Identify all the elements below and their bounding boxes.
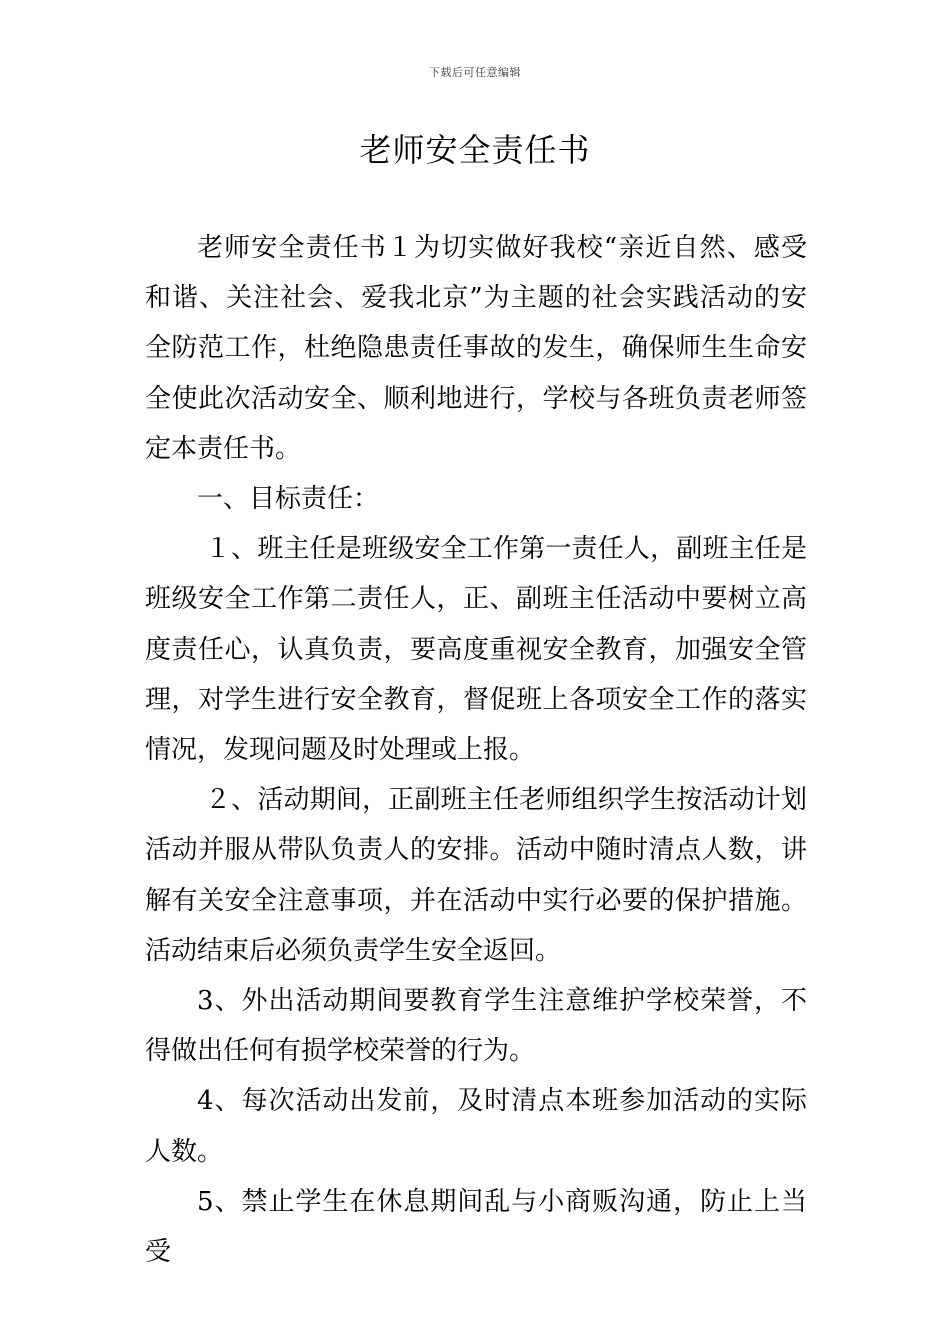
- paragraph-item-1: １、班主任是班级安全工作第一责任人，副班主任是班级安全工作第二责任人，正、副班主任活动中要树立高度责任心，认真负责，要高度重视安全教育，加强安全管理，对学生进行安全教育，督促班上各项安全工作的落实情况，发现问题及时处理或上报。: [145, 534, 807, 766]
- paragraph-item-3: 3、外出活动期间要教育学生注意维护学校荣誉，不得做出任何有损学校荣誉的行为。: [145, 986, 807, 1067]
- paragraph-item-4: 4、每次活动出发前，及时清点本班参加活动的实际人数。: [145, 1086, 807, 1167]
- document-body: [145, 223, 807, 1277]
- paragraph-intro: 老师安全责任书１为切实做好我校“亲近自然、感受和谐、关注社会、爱我北京”为主题的社会实践活动的安全防范工作，杜绝隐患责任事故的发生，确保师生生命安全使此次活动安全、顺利地进行，学校与各班负责老师签定本责任书。: [145, 233, 807, 464]
- paragraph-item-5: 5、禁止学生在休息期间乱与小商贩沟通，防止上当受: [145, 1186, 807, 1268]
- document-title: 老师安全责任书: [359, 131, 591, 169]
- section-heading-goals: 一、目标责任：: [197, 484, 380, 515]
- paragraph-item-2: ２、活动期间，正副班主任老师组织学生按活动计划活动并服从带队负责人的安排。活动中随时清点人数，讲解有关安全注意事项，并在活动中实行必要的保护措施。活动结束后必须负责学生安全返回。: [145, 785, 807, 966]
- header-note: 下载后可任意编辑: [429, 66, 521, 79]
